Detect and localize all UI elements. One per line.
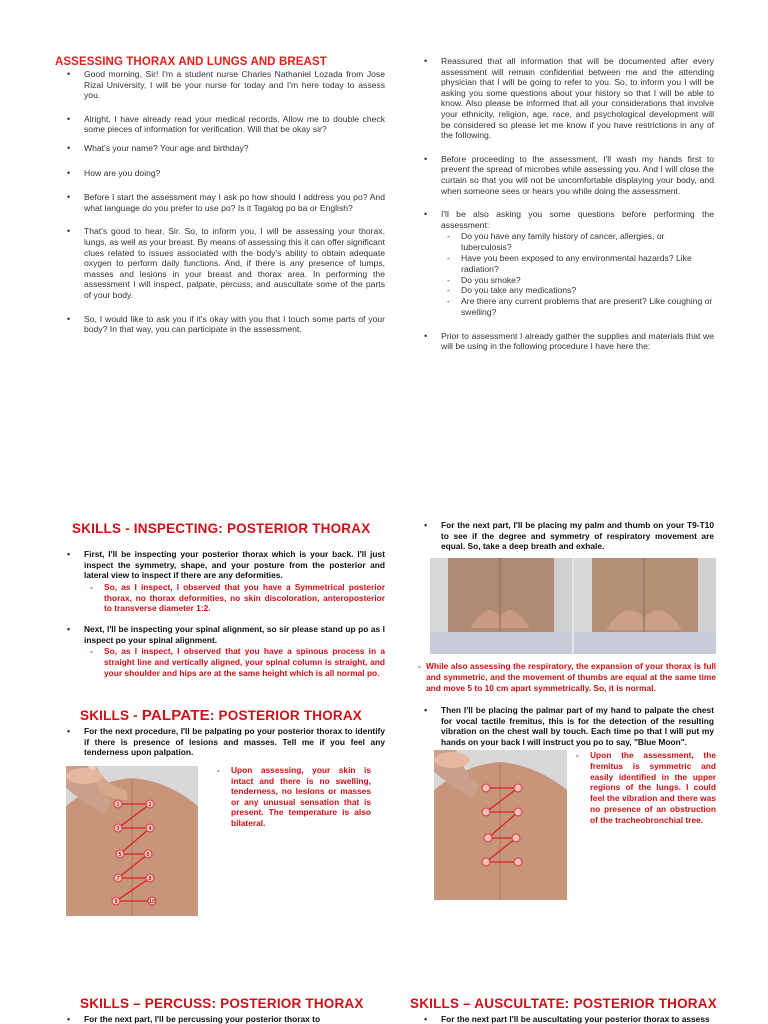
palpation-point-label: 1	[116, 802, 120, 808]
excursion-finding	[412, 660, 716, 694]
list-item: • Alright, I have already read your medical records. Allow me to double check some pieces of information for verification. Will that be okay sir?	[55, 114, 385, 135]
history-intro: I'll be also asking you some questions before performing the assessment:	[441, 209, 714, 230]
percuss-title: SKILLS – PERCUSS: POSTERIOR THORAX	[80, 996, 364, 1011]
palpation-point-label: 2	[148, 802, 152, 808]
list-item: - Are there any current problems that are present? Like coughing or swelling?	[441, 296, 714, 318]
list-item: - So, as I inspect, I observed that you have a Symmetrical posterior thorax, no thorax deformities, no skin discoloration, anteroposterior to transverse diameter 1:2.	[84, 582, 385, 614]
list-item: • How are you doing?	[55, 168, 385, 179]
back-photo-illustration	[66, 766, 198, 916]
excursion-section	[412, 520, 714, 552]
excursion-finding-list	[412, 661, 716, 694]
list-item: - So, as I inspect, I observed that you have a spinous process in a straight line and vertically aligned, your spinal column is straight, and your shoulder and hips are at the same height which is all normal po.	[84, 646, 385, 678]
list-item: • For the next part, I'll be percussing your posterior thorax to	[55, 1014, 385, 1024]
page1-left-list	[55, 69, 385, 335]
inspect-item-text: First, I'll be inspecting your posterior thorax which is your back. I'll just inspect the symmetry, shape, and your posture from the posterior and lateral view to inspect if there are any deformities.	[84, 549, 385, 581]
palpation-point-label: 9	[114, 899, 118, 905]
palpate-title-prefix: SKILLS -	[80, 708, 142, 723]
palpate-list	[55, 726, 385, 758]
fremitus-finding-list	[570, 750, 716, 826]
list-item: • For the next part, I'll be placing my palm and thumb on your T9-T10 to see if the degree and symmetry of respiratory movement are equal. So, take a deep breath and exhale.	[412, 520, 714, 552]
list-item: • Prior to assessment I already gather the supplies and materials that we will be using in the following procedure I have here the:	[412, 331, 714, 352]
palpation-point-label: 5	[118, 852, 122, 858]
page1-right-column	[412, 56, 714, 352]
list-item: - Upon the assessment, the fremitus is symmetric and easily identified in the upper regions of the lungs. I could feel the vibration and there was no presence of an obstruction of the tracheobronchial tree.	[570, 750, 716, 826]
list-item: • So, I would like to ask you if it's okay with you that I touch some parts of your body? In that way, you can participate in the assessment.	[55, 314, 385, 335]
inspect-findings	[84, 646, 385, 678]
list-item: • That's good to hear, Sir. So, to inform you, I will be assessing your thorax, lungs, as well as your breast. By means of assessing this it can offer significant clues related to issues associated with the body's ability to obtain adequate oxygen to perform daily functions. And, if there is any presence of lumps, masses and lesions in your breast and thorax area. In performing the assessment I will inspect, palpate, percuss, and auscultate some of the parts of your body.	[55, 226, 385, 300]
excursion-photos-illustration	[430, 558, 716, 654]
inspect-findings	[84, 582, 385, 614]
list-item: - Do you smoke?	[441, 275, 714, 286]
palpate-title-suffix: : POSTERIOR THORAX	[209, 708, 362, 723]
inspect-section	[55, 549, 385, 679]
inspect-list	[55, 549, 385, 679]
list-item: - Do you take any medications?	[441, 285, 714, 296]
respiratory-excursion-photo	[430, 558, 716, 654]
palpate-finding-list	[211, 765, 371, 829]
list-item	[55, 624, 385, 679]
list-item: - While also assessing the respiratory, the expansion of your thorax is full and symmetric, and the movement of thumbs are equal at the same time and move 5 to 10 cm apart symmetrically. So, it is normal.	[412, 661, 716, 694]
list-item: • Reassured that all information that will be documented after every assessment will remain confidential between me and the attending physician that I will be going to refer to you. So, to inform you I will be asking you some questions about your history so that I will be able to know. Also please be informed that all your considerations that involve your ethnicity, religion, age, race, and psychological development will be considered so please let me know if you have restrictions in any of the following.	[412, 56, 714, 141]
list-item: • For the next part I'll be auscultating your posterior thorax to assess	[412, 1014, 714, 1024]
palpate-section	[55, 726, 385, 758]
auscultate-list	[412, 1014, 714, 1024]
percuss-list	[55, 1014, 385, 1024]
auscultate-section	[412, 1014, 714, 1024]
palpation-sequence-photo	[66, 766, 198, 916]
palpation-point-label: 10	[148, 899, 156, 905]
page1-left-column	[55, 69, 385, 335]
percuss-section	[55, 1014, 385, 1024]
palpate-title	[80, 707, 362, 724]
list-item: • For the next procedure, I'll be palpating po your posterior thorax to identify if there is presence of lesions and masses. Tell me if you feel any tenderness upon palpation.	[55, 726, 385, 758]
list-item: • Before proceeding to the assessment, I'll wash my hands first to prevent the spread of microbes while assessing you. And I will close the curtain so that you will not be uncomfortable displaying your body, and when someone sees or hears you while doing the assessment.	[412, 154, 714, 196]
palpation-point-label: 8	[148, 876, 152, 882]
list-item: - Have you been exposed to any environmental hazards? Like radiation?	[441, 253, 714, 275]
fremitus-finding	[570, 749, 716, 826]
palpation-point-label: 3	[116, 826, 120, 832]
palpation-point-label: 4	[148, 826, 152, 832]
excursion-list	[412, 520, 714, 552]
palpation-point-label: 6	[146, 852, 150, 858]
palpation-point-label: 7	[116, 876, 120, 882]
auscultate-title: SKILLS – AUSCULTATE: POSTERIOR THORAX	[410, 996, 717, 1011]
fremitus-list	[412, 705, 714, 747]
list-item: - Upon assessing, your skin is intact and there is no swelling, tenderness, no lesions or masses or any unusual sensation that is present. The temperature is also bilateral.	[211, 765, 371, 829]
page1-title: ASSESSING THORAX AND LUNGS AND BREAST	[55, 56, 327, 68]
page1-right-list	[412, 56, 714, 352]
list-item: - Do you have any family history of cancer, allergies, or tuberculosis?	[441, 231, 714, 253]
palpate-title-word: PALPATE	[141, 707, 210, 724]
list-item: • Before I start the assessment may I ask po how should I address you po? And what language do you prefer to use po? Is it Tagalog po ba or English?	[55, 192, 385, 213]
list-item	[412, 209, 714, 318]
list-item	[55, 549, 385, 614]
history-questions	[441, 231, 714, 317]
fremitus-back-illustration	[434, 750, 567, 900]
list-item: • Good morning, Sir! I'm a student nurse Charles Nathaniel Lozada from Jose Rizal University, I will be your nurse for today and I'm here today to assess you.	[55, 69, 385, 101]
list-item: • What's your name? Your age and birthday?	[55, 143, 385, 154]
fremitus-photo	[434, 750, 567, 900]
palpate-finding	[211, 764, 371, 829]
inspect-title: SKILLS - INSPECTING: POSTERIOR THORAX	[72, 521, 371, 536]
inspect-item-text: Next, I'll be inspecting your spinal alignment, so sir please stand up po as I inspect po your spinal alignment.	[84, 624, 385, 645]
list-item: • Then I'll be placing the palmar part of my hand to palpate the chest for vocal tactile fremitus, this is for the detection of the resulting vibration on the chest wall by touch. Each time po that I will put my hands on your back I will instruct you po to say, "Blue Moon".	[412, 705, 714, 747]
fremitus-section	[412, 705, 714, 747]
